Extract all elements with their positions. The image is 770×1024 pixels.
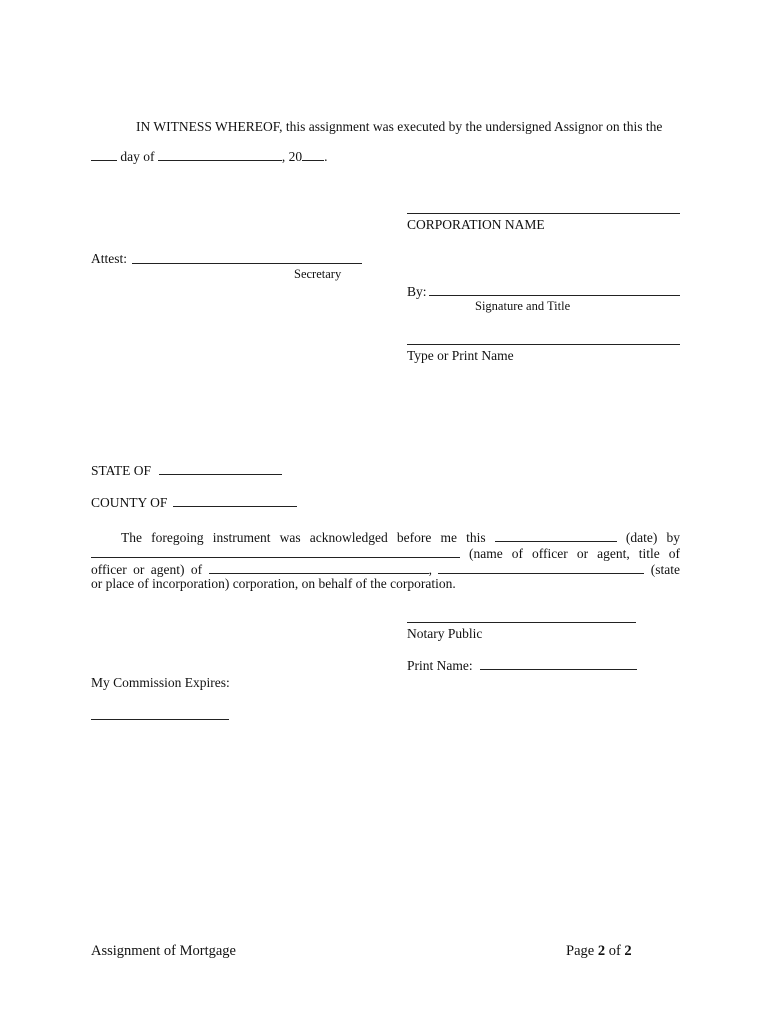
page-prefix: Page <box>566 943 595 959</box>
county-blank[interactable] <box>173 506 297 507</box>
witness-text: IN WITNESS WHEREOF, this assignment was executed by the undersigned Assignor on this the <box>136 119 663 134</box>
ack-date-blank[interactable] <box>495 529 617 542</box>
year-blank[interactable] <box>302 148 324 161</box>
notary-public-label: Notary Public <box>407 626 483 641</box>
ack-text-3b: , <box>428 562 432 577</box>
notary-signature-line[interactable] <box>407 622 636 623</box>
ack-text-1b: (date) by <box>625 530 681 545</box>
officer-name-blank[interactable] <box>91 545 460 558</box>
state-blank[interactable] <box>159 474 282 475</box>
ack-text-3a: officer or agent) of <box>91 562 203 577</box>
commission-expires-line[interactable] <box>91 719 229 720</box>
page-number <box>566 944 632 959</box>
county-of-label: COUNTY OF <box>91 495 168 510</box>
day-of-label: day of <box>120 149 155 164</box>
year-prefix: , 20 <box>281 149 303 164</box>
state-of-label: STATE OF <box>91 463 152 478</box>
day-blank[interactable] <box>91 148 117 161</box>
ack-text-1a: The foregoing instrument was acknowledged before me this <box>121 530 486 545</box>
ack-line-4: or place of incorporation) corporation, on behalf of the corporation. <box>91 576 456 591</box>
footer-title: Assignment of Mortgage <box>91 943 236 959</box>
type-print-name-line[interactable] <box>407 344 680 345</box>
state-incorporation-blank[interactable] <box>438 561 644 574</box>
corporation-blank[interactable] <box>209 561 429 574</box>
ack-line-2 <box>91 545 680 561</box>
page-current: 2 <box>597 943 606 959</box>
month-blank[interactable] <box>158 148 282 161</box>
ack-text-2: (name of officer or agent, title of <box>469 546 680 561</box>
corporation-name-line[interactable] <box>407 213 680 214</box>
commission-expires-label: My Commission Expires: <box>91 675 230 690</box>
page-total: 2 <box>624 943 632 959</box>
type-print-name-label: Type or Print Name <box>407 348 514 363</box>
signature-title-label: Signature and Title <box>475 299 571 313</box>
secretary-label: Secretary <box>294 267 342 281</box>
ack-line-3 <box>91 561 680 577</box>
page-of: of <box>608 943 621 959</box>
print-name-line[interactable] <box>480 669 637 670</box>
attest-label: Attest: <box>91 251 127 266</box>
ack-text-3c: (state <box>650 562 681 577</box>
witness-date-line <box>91 148 328 164</box>
by-signature-line[interactable] <box>429 295 680 296</box>
print-name-label: Print Name: <box>407 658 473 673</box>
by-label: By: <box>407 284 427 299</box>
year-suffix: . <box>324 149 328 164</box>
ack-line-1 <box>91 529 680 545</box>
attest-signature-line[interactable] <box>132 263 362 264</box>
corporation-name-label: CORPORATION NAME <box>407 217 545 232</box>
